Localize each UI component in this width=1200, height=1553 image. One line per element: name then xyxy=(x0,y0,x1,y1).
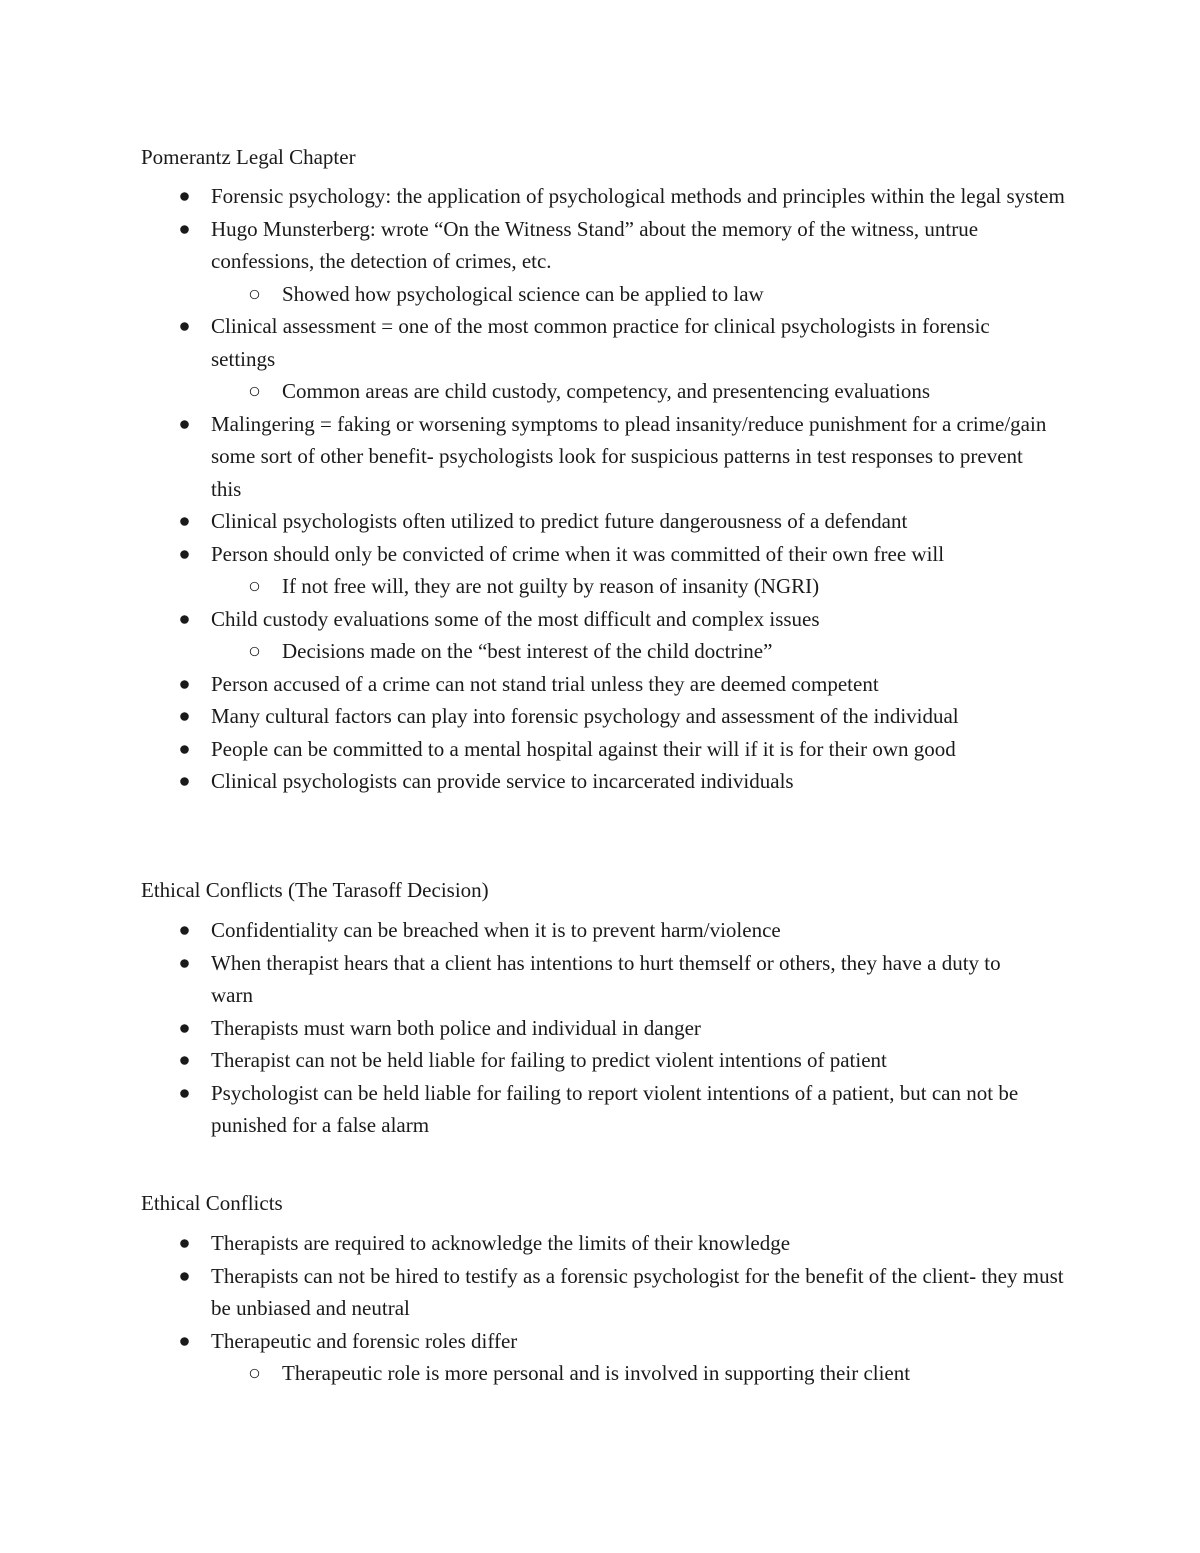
bullet-list xyxy=(141,180,1071,798)
hollow-bullet-icon xyxy=(250,582,259,591)
list-item xyxy=(141,603,1071,636)
bullet-icon xyxy=(180,517,189,526)
sub-list-item xyxy=(141,570,1071,603)
section-heading: Ethical Conflicts (The Tarasoff Decision) xyxy=(141,878,489,902)
bullet-icon xyxy=(180,420,189,429)
list-item-text: Psychologist can be held liable for failing to report violent intentions of a patient, but can not be punished for a false alarm xyxy=(211,1080,1019,1137)
list-item xyxy=(141,1260,1071,1325)
list-item-text: Therapists can not be hired to testify as a forensic psychologist for the benefit of the client- they must be unbiased and neutral xyxy=(211,1263,1064,1320)
list-item xyxy=(141,408,1051,506)
bullet-icon xyxy=(180,1272,189,1281)
section-tarasoff-decision xyxy=(141,874,1071,1142)
sub-list-item xyxy=(141,1357,1071,1390)
bullet-icon xyxy=(180,1239,189,1248)
list-item-text: Clinical psychologists often utilized to predict future dangerousness of a defendant xyxy=(211,509,908,533)
bullet-icon xyxy=(180,615,189,624)
list-item-text: Confidentiality can be breached when it is to prevent harm/violence xyxy=(211,918,781,942)
bullet-icon xyxy=(180,712,189,721)
list-item-text: Therapists are required to acknowledge the limits of their knowledge xyxy=(211,1231,791,1255)
list-item-text: People can be committed to a mental hospital against their will if it is for their own good xyxy=(211,736,956,761)
list-item xyxy=(141,180,1071,213)
list-item xyxy=(141,1227,1071,1260)
section-heading: Pomerantz Legal Chapter xyxy=(141,145,356,169)
list-item-text: Clinical psychologists can provide service to incarcerated individuals xyxy=(211,769,794,793)
bullet-list xyxy=(141,1227,1071,1390)
bullet-icon xyxy=(180,1337,189,1346)
section-heading: Ethical Conflicts xyxy=(141,1191,283,1215)
hollow-bullet-icon xyxy=(250,1369,259,1378)
bullet-icon xyxy=(180,777,189,786)
list-item xyxy=(141,1077,1091,1142)
list-item xyxy=(141,538,1071,571)
list-item-text: Decisions made on the “best interest of the child doctrine” xyxy=(282,639,773,663)
list-item-text: Therapist can not be held liable for failing to predict violent intentions of patient xyxy=(211,1048,887,1072)
list-item xyxy=(141,1044,1071,1077)
list-item-text: When therapist hears that a client has intentions to hurt themself or others, they have a duty to warn xyxy=(211,950,1001,1007)
list-item xyxy=(141,947,1041,1012)
list-item-text: Child custody evaluations some of the most difficult and complex issues xyxy=(211,606,820,631)
list-item xyxy=(141,700,1071,733)
list-item-text: Person accused of a crime can not stand trial unless they are deemed competent xyxy=(211,671,879,696)
list-item xyxy=(141,310,1011,375)
bullet-icon xyxy=(180,959,189,968)
list-item-text: If not free will, they are not guilty by reason of insanity (NGRI) xyxy=(282,574,820,598)
bullet-icon xyxy=(180,550,189,559)
hollow-bullet-icon xyxy=(250,647,259,656)
list-item xyxy=(141,213,1071,278)
bullet-icon xyxy=(180,192,189,201)
section-pomerantz-legal-chapter xyxy=(141,141,1071,798)
list-item-text: Therapists must warn both police and individual in danger xyxy=(211,1015,701,1040)
list-item xyxy=(141,733,1071,766)
sub-list-item xyxy=(141,635,1071,668)
list-item xyxy=(141,765,1071,798)
bullet-icon xyxy=(180,1024,189,1033)
list-item-text: Many cultural factors can play into forensic psychology and assessment of the individual xyxy=(211,704,959,728)
list-item-text: Common areas are child custody, competency, and presentencing evaluations xyxy=(282,379,931,403)
list-item xyxy=(141,668,1071,701)
bullet-icon xyxy=(180,1056,189,1065)
bullet-icon xyxy=(180,322,189,331)
list-item xyxy=(141,1012,1071,1045)
hollow-bullet-icon xyxy=(250,387,259,396)
bullet-list xyxy=(141,914,1071,1142)
bullet-icon xyxy=(180,680,189,689)
list-item xyxy=(141,1325,1071,1358)
hollow-bullet-icon xyxy=(250,289,259,298)
list-item-text: Hugo Munsterberg: wrote “On the Witness Stand” about the memory of the witness, untrue confessions, the detection of crimes, etc. xyxy=(211,216,979,273)
list-item-text: Person should only be convicted of crime when it was committed of their own free will xyxy=(211,541,945,566)
bullet-icon xyxy=(180,225,189,234)
list-item xyxy=(141,505,1071,538)
bullet-icon xyxy=(180,926,189,935)
list-item-text: Therapeutic role is more personal and is involved in supporting their client xyxy=(282,1361,911,1385)
list-item xyxy=(141,914,1071,947)
list-item-text: Clinical assessment = one of the most common practice for clinical psychologists in forensic settings xyxy=(211,314,990,371)
bullet-icon xyxy=(180,745,189,754)
sub-list-item xyxy=(141,278,1071,311)
list-item-text: Malingering = faking or worsening symptoms to plead insanity/reduce punishment for a crime/gain some sort of other benefit- psychologists look for suspicious patterns in test responses to prevent this xyxy=(211,411,1047,501)
list-item-text: Therapeutic and forensic roles differ xyxy=(211,1328,518,1353)
sub-list-item xyxy=(141,375,1071,408)
section-ethical-conflicts xyxy=(141,1187,1071,1390)
list-item-text: Showed how psychological science can be applied to law xyxy=(282,281,764,306)
bullet-icon xyxy=(180,1089,189,1098)
list-item-text: Forensic psychology: the application of psychological methods and principles within the legal system xyxy=(211,184,1065,208)
